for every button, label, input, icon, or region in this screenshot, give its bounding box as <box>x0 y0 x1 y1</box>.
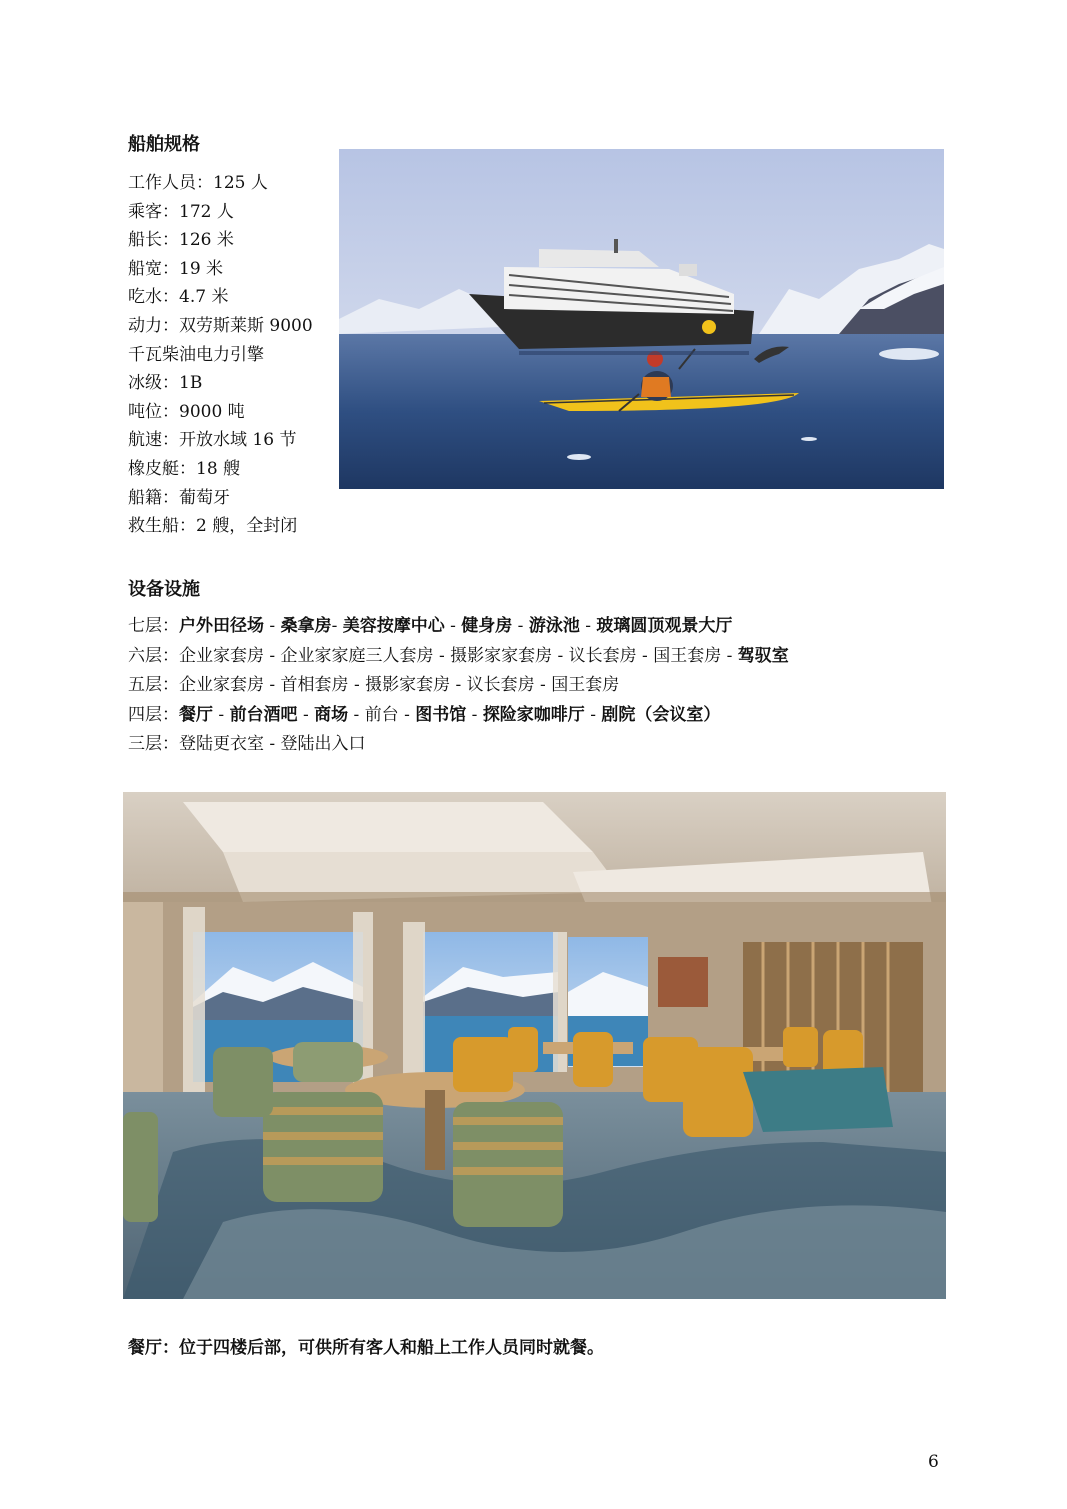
deck-label: 三层： <box>128 734 179 754</box>
restaurant-photo <box>123 792 946 1299</box>
facility-item: 剧院（会议室） <box>601 704 721 725</box>
deck-label: 五层： <box>128 675 179 695</box>
facility-item: 前台 - <box>364 704 416 725</box>
deck-label: 六层： <box>128 645 179 666</box>
facility-items: 企业家套房 - 企业家家庭三人套房 - 摄影家家套房 - 议长套房 - 国王套房 - <box>179 645 738 666</box>
deck-5-line <box>128 671 789 701</box>
separator: - <box>466 704 483 725</box>
deck-label: 四层： <box>128 704 179 725</box>
spec-item: 动力：双劳斯莱斯 9000 <box>128 315 313 336</box>
page-number: 6 <box>928 1452 939 1472</box>
facility-item: 探险家咖啡厅 <box>482 704 585 725</box>
separator: - <box>264 616 281 636</box>
specs-list <box>128 169 343 541</box>
spec-item: 橡皮艇：18 艘 <box>128 458 241 479</box>
deck-3-line <box>128 730 789 760</box>
deck-7-line <box>128 612 789 642</box>
spec-item: 冰级：1B <box>128 373 203 394</box>
facility-item: 驾驭室 <box>737 645 789 666</box>
spec-item: 船长：126 米 <box>128 230 234 251</box>
spec-item: 工作人员：125 人 <box>128 173 268 193</box>
facility-item: 游泳池 <box>528 616 580 636</box>
facility-item: 前台酒吧 <box>229 704 298 725</box>
facility-item: 美容按摩中心 <box>342 616 445 636</box>
facility-items: 企业家套房 - 首相套房 - 摄影家套房 - 议长套房 - 国王套房 <box>179 675 620 695</box>
facility-item: 图书馆 <box>415 704 467 725</box>
facilities-list <box>128 612 789 760</box>
separator: - <box>213 704 230 725</box>
spec-item: 救生船：2 艘，全封闭 <box>128 516 298 537</box>
facility-item: 健身房 <box>461 616 513 636</box>
separator: - <box>444 616 462 636</box>
spec-item: 吨位：9000 吨 <box>128 401 245 422</box>
separator: - <box>331 616 343 636</box>
spec-item: 乘客：172 人 <box>128 201 234 222</box>
facility-item: 商场 <box>314 704 349 725</box>
facility-items: 登陆更衣室 - 登陆出入口 <box>179 734 366 754</box>
facility-item: 户外田径场 <box>179 616 264 636</box>
specs-title: 船舶规格 <box>128 134 200 155</box>
facility-item: 餐厅 <box>179 704 213 725</box>
deck-4-line <box>128 701 789 731</box>
spec-item: 船籍：葡萄牙 <box>128 487 230 508</box>
separator: - <box>584 704 602 725</box>
spec-item: 千瓦柴油电力引擎 <box>128 344 264 365</box>
spec-item: 吃水：4.7 米 <box>128 287 229 308</box>
deck-label: 七层： <box>128 616 179 636</box>
restaurant-caption: 餐厅：位于四楼后部，可供所有客人和船上工作人员同时就餐。 <box>128 1338 604 1358</box>
ship-photo <box>339 149 944 489</box>
facility-item: 玻璃圆顶观景大厅 <box>596 616 733 636</box>
facilities-title: 设备设施 <box>128 579 200 600</box>
spec-item: 航速：开放水域 16 节 <box>128 430 297 451</box>
separator: - <box>512 616 529 636</box>
spec-item: 船宽：19 米 <box>128 258 224 279</box>
separator: - <box>297 704 315 725</box>
facility-item: 桑拿房 <box>280 616 332 636</box>
deck-6-line <box>128 642 789 672</box>
separator: - <box>579 616 597 636</box>
separator: - <box>348 704 365 725</box>
